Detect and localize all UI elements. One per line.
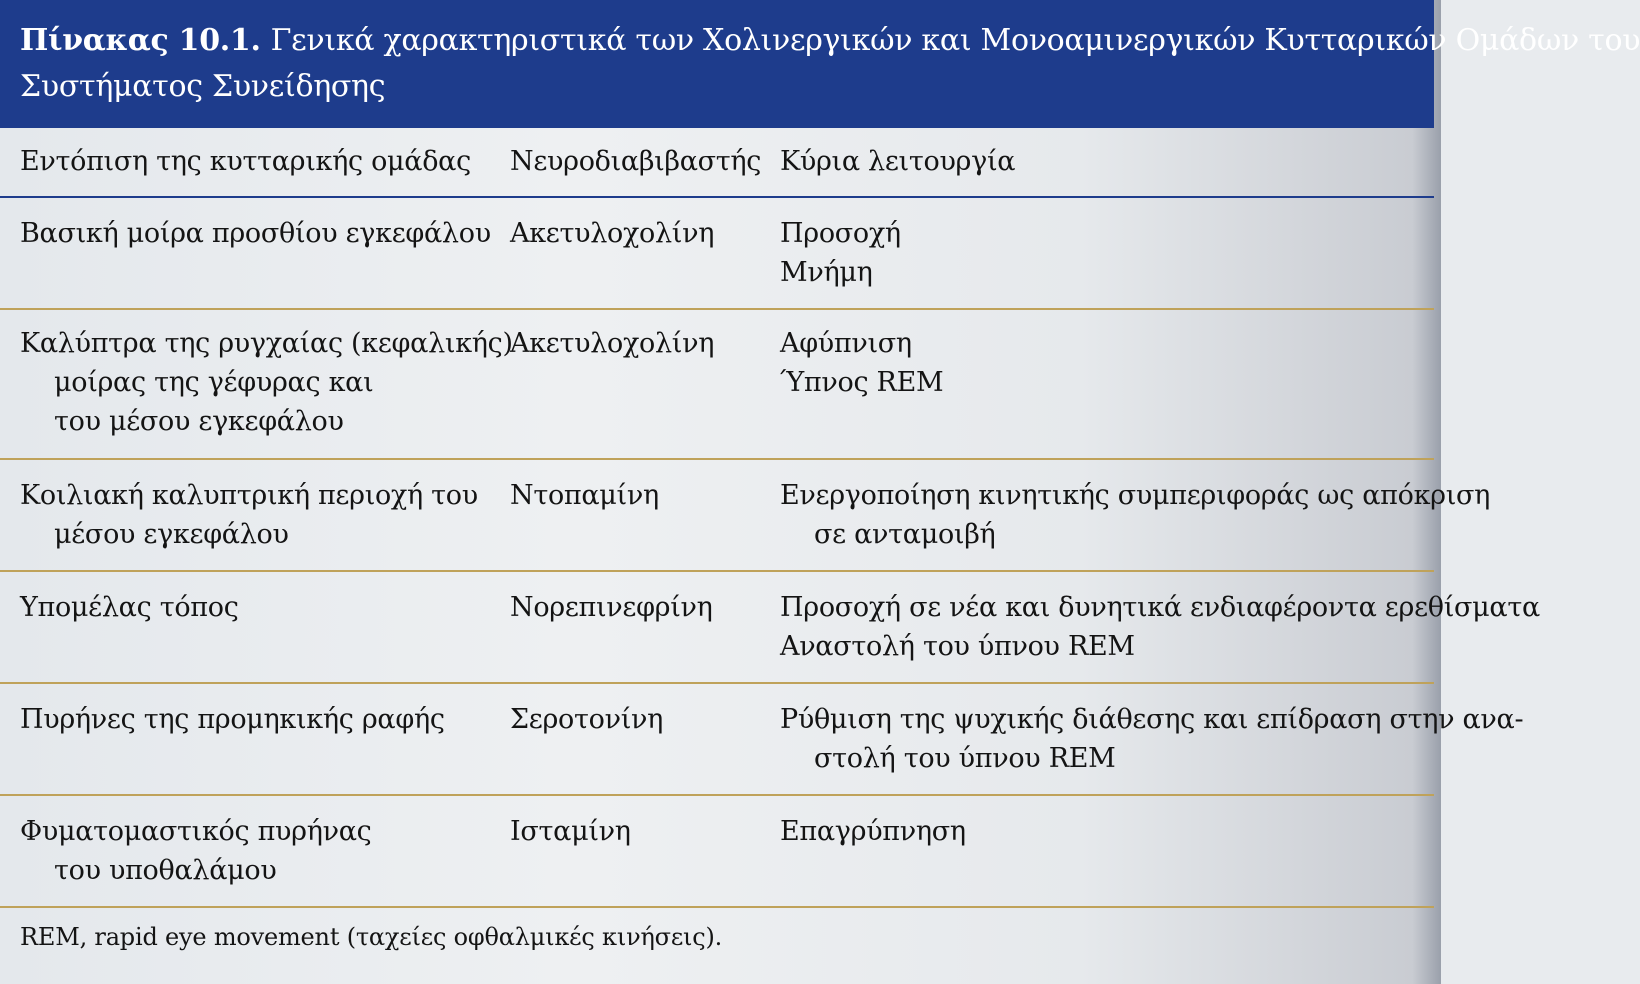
function-line: Προσοχή	[780, 218, 901, 249]
location-line: Φυματομαστικός πυρήνας	[20, 816, 372, 847]
location-line: Υπομέλας τόπος	[20, 592, 239, 623]
location-line: Πυρήνες της προμηκικής ραφής	[20, 704, 445, 735]
table-title-text: Γενικά χαρακτηριστικά των Χολινεργικών και Μονοαμινεργικών Κυτταρικών Ομάδων του	[270, 23, 1640, 58]
location-cell	[20, 588, 490, 627]
location-cell	[20, 324, 513, 441]
table-row	[0, 796, 1434, 908]
table-row	[0, 310, 1434, 460]
table-title-line-2: Συστήματος Συνείδησης	[20, 69, 386, 104]
column-header-location: Εντόπιση της κυτταρικής ομάδας	[20, 146, 471, 177]
column-header-row	[0, 130, 1434, 198]
location-line: Καλύπτρα της ρυγχαίας (κεφαλικής)	[20, 328, 513, 359]
transmitter-cell: Σεροτονίνη	[510, 704, 663, 735]
table-title-line-1	[20, 18, 1640, 64]
function-line: Μνήμη	[780, 257, 873, 288]
transmitter-cell: Νορεπινεφρίνη	[510, 592, 713, 623]
location-line: μέσου εγκεφάλου	[54, 519, 289, 550]
location-cell	[20, 700, 490, 739]
location-cell	[20, 812, 490, 890]
transmitter-cell: Ντοπαμίνη	[510, 480, 659, 511]
location-line: του υποθαλάμου	[54, 855, 277, 886]
function-line: στολή του ύπνου REM	[814, 743, 1116, 774]
table-label: Πίνακας 10.1.	[20, 23, 261, 58]
function-cell	[780, 324, 1430, 402]
function-cell	[780, 812, 1430, 851]
function-cell	[780, 476, 1491, 554]
location-line: Κοιλιακή καλυπτρική περιοχή του	[20, 480, 478, 511]
transmitter-cell: Ακετυλοχολίνη	[510, 328, 715, 359]
location-cell	[20, 214, 490, 253]
function-line: Αναστολή του ύπνου REM	[780, 631, 1135, 662]
function-cell	[780, 700, 1524, 778]
table-row	[0, 198, 1434, 310]
function-line: Ύπνος REM	[780, 367, 944, 398]
table-row	[0, 684, 1524, 796]
function-cell	[780, 588, 1540, 666]
location-line: του μέσου εγκεφάλου	[54, 406, 344, 437]
transmitter-cell: Ακετυλοχολίνη	[510, 218, 715, 249]
table-row	[0, 572, 1540, 684]
table-row	[0, 460, 1491, 572]
function-line: Προσοχή σε νέα και δυνητικά ενδιαφέροντα ερεθίσματα	[780, 592, 1540, 623]
function-line: Επαγρύπνηση	[780, 816, 966, 847]
function-line: Ενεργοποίηση κινητικής συμπεριφοράς ως απόκριση	[780, 480, 1491, 511]
function-line: σε ανταμοιβή	[814, 519, 996, 550]
location-cell	[20, 476, 490, 554]
column-header-function: Κύρια λειτουργία	[780, 146, 1016, 177]
function-line: Ρύθμιση της ψυχικής διάθεσης και επίδραση στην ανα-	[780, 704, 1524, 735]
table-title-banner	[0, 0, 1640, 128]
function-line: Αφύπνιση	[780, 328, 912, 359]
function-cell	[780, 214, 1430, 292]
location-line: Βασική μοίρα προσθίου εγκεφάλου	[20, 218, 491, 249]
transmitter-cell: Ισταμίνη	[510, 816, 631, 847]
location-line: μοίρας της γέφυρας και	[54, 367, 374, 398]
column-header-transmitter: Νευροδιαβιβαστής	[510, 146, 762, 177]
table-footnote: REM, rapid eye movement (ταχείες οφθαλμικές κινήσεις).	[20, 923, 723, 951]
